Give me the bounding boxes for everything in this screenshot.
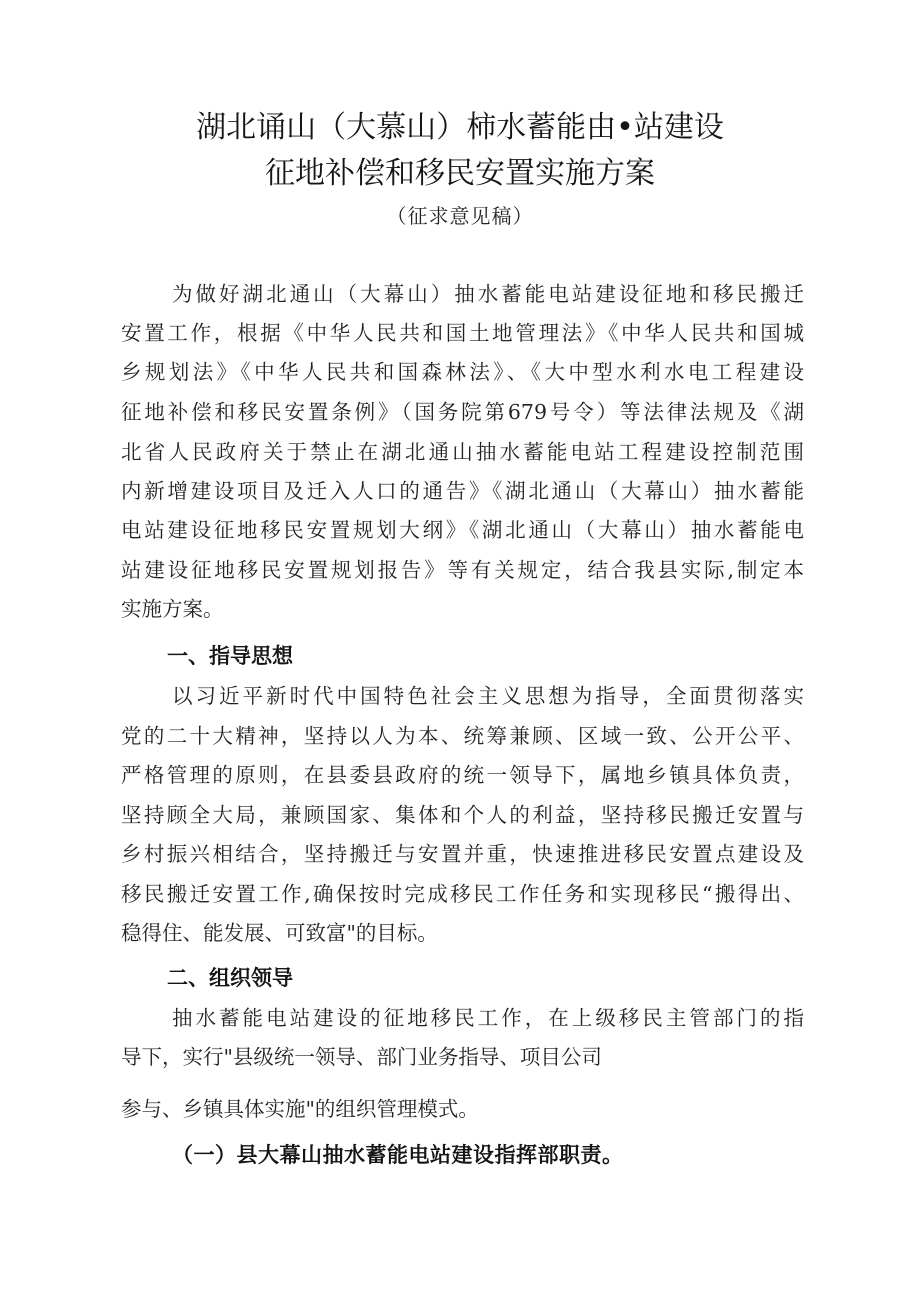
section-2-heading: 二、组织领导 — [167, 966, 293, 990]
document-subtitle: （征求意见稿） — [386, 204, 534, 228]
section-1-heading: 一、指导思想 — [167, 644, 293, 668]
section-2-line-2: 导下，实行"县级统一领导、部门业务指导、项目公司 — [121, 1045, 602, 1069]
section-2-subheading: （一）县大幕山抽水蓄能电站建设指挥部职责。 — [172, 1142, 624, 1167]
section-1-line-1: 以习近平新时代中国特色社会主义思想为指导，全面贯彻落实 — [172, 684, 804, 708]
intro-line-6: 内新增建设项目及迁入人口的通告》《湖北通山（大幕山）抽水蓄能 — [121, 479, 804, 503]
intro-line-7: 电站建设征地移民安置规划大纲》《湖北通山（大幕山）抽水蓄能电 — [121, 518, 804, 542]
intro-line-9: 实施方案。 — [121, 597, 224, 621]
section-1-line-5: 乡村振兴相结合，坚持搬迁与安置并重，快速推进移民安置点建设及 — [121, 842, 804, 866]
intro-line-8: 站建设征地移民安置规划报告》等有关规定，结合我县实际,制定本 — [121, 558, 804, 582]
document-title-line-1: 湖北诵山（大慕山）柿水蓄能由•站建设 — [196, 110, 724, 145]
section-1-line-4: 坚持顾全大局，兼顾国家、集体和个人的利益，坚持移民搬迁安置与 — [121, 803, 804, 827]
intro-line-3: 乡规划法》《中华人民共和国森林法》、《大中型水利水电工程建设 — [121, 360, 804, 384]
document-title-line-2: 征地补偿和移民安置实施方案 — [265, 156, 655, 191]
section-1-line-2: 党的二十大精神，坚持以人为本、统筹兼顾、区域一致、公开公平、 — [121, 724, 804, 748]
intro-line-2: 安置工作，根据《中华人民共和国土地管理法》《中华人民共和国城 — [121, 321, 804, 345]
intro-line-4: 征地补偿和移民安置条例》（国务院第679号令）等法律法规及《湖 — [121, 400, 804, 424]
intro-line-5: 北省人民政府关于禁止在湖北通山抽水蓄能电站工程建设控制范围 — [121, 440, 804, 464]
section-2-line-3: 参与、乡镇具体实施"的组织管理模式。 — [121, 1097, 479, 1121]
intro-line-1: 为做好湖北通山（大幕山）抽水蓄能电站建设征地和移民搬迁 — [172, 282, 804, 306]
section-1-line-6: 移民搬迁安置工作,确保按时完成移民工作任务和实现移民“搬得出、 — [121, 882, 804, 906]
section-1-line-7: 稳得住、能发展、可致富"的目标。 — [121, 921, 438, 945]
section-1-line-3: 严格管理的原则，在县委县政府的统一领导下，属地乡镇具体负责， — [121, 763, 804, 787]
section-2-line-1: 抽水蓄能电站建设的征地移民工作，在上级移民主管部门的指 — [172, 1006, 804, 1030]
